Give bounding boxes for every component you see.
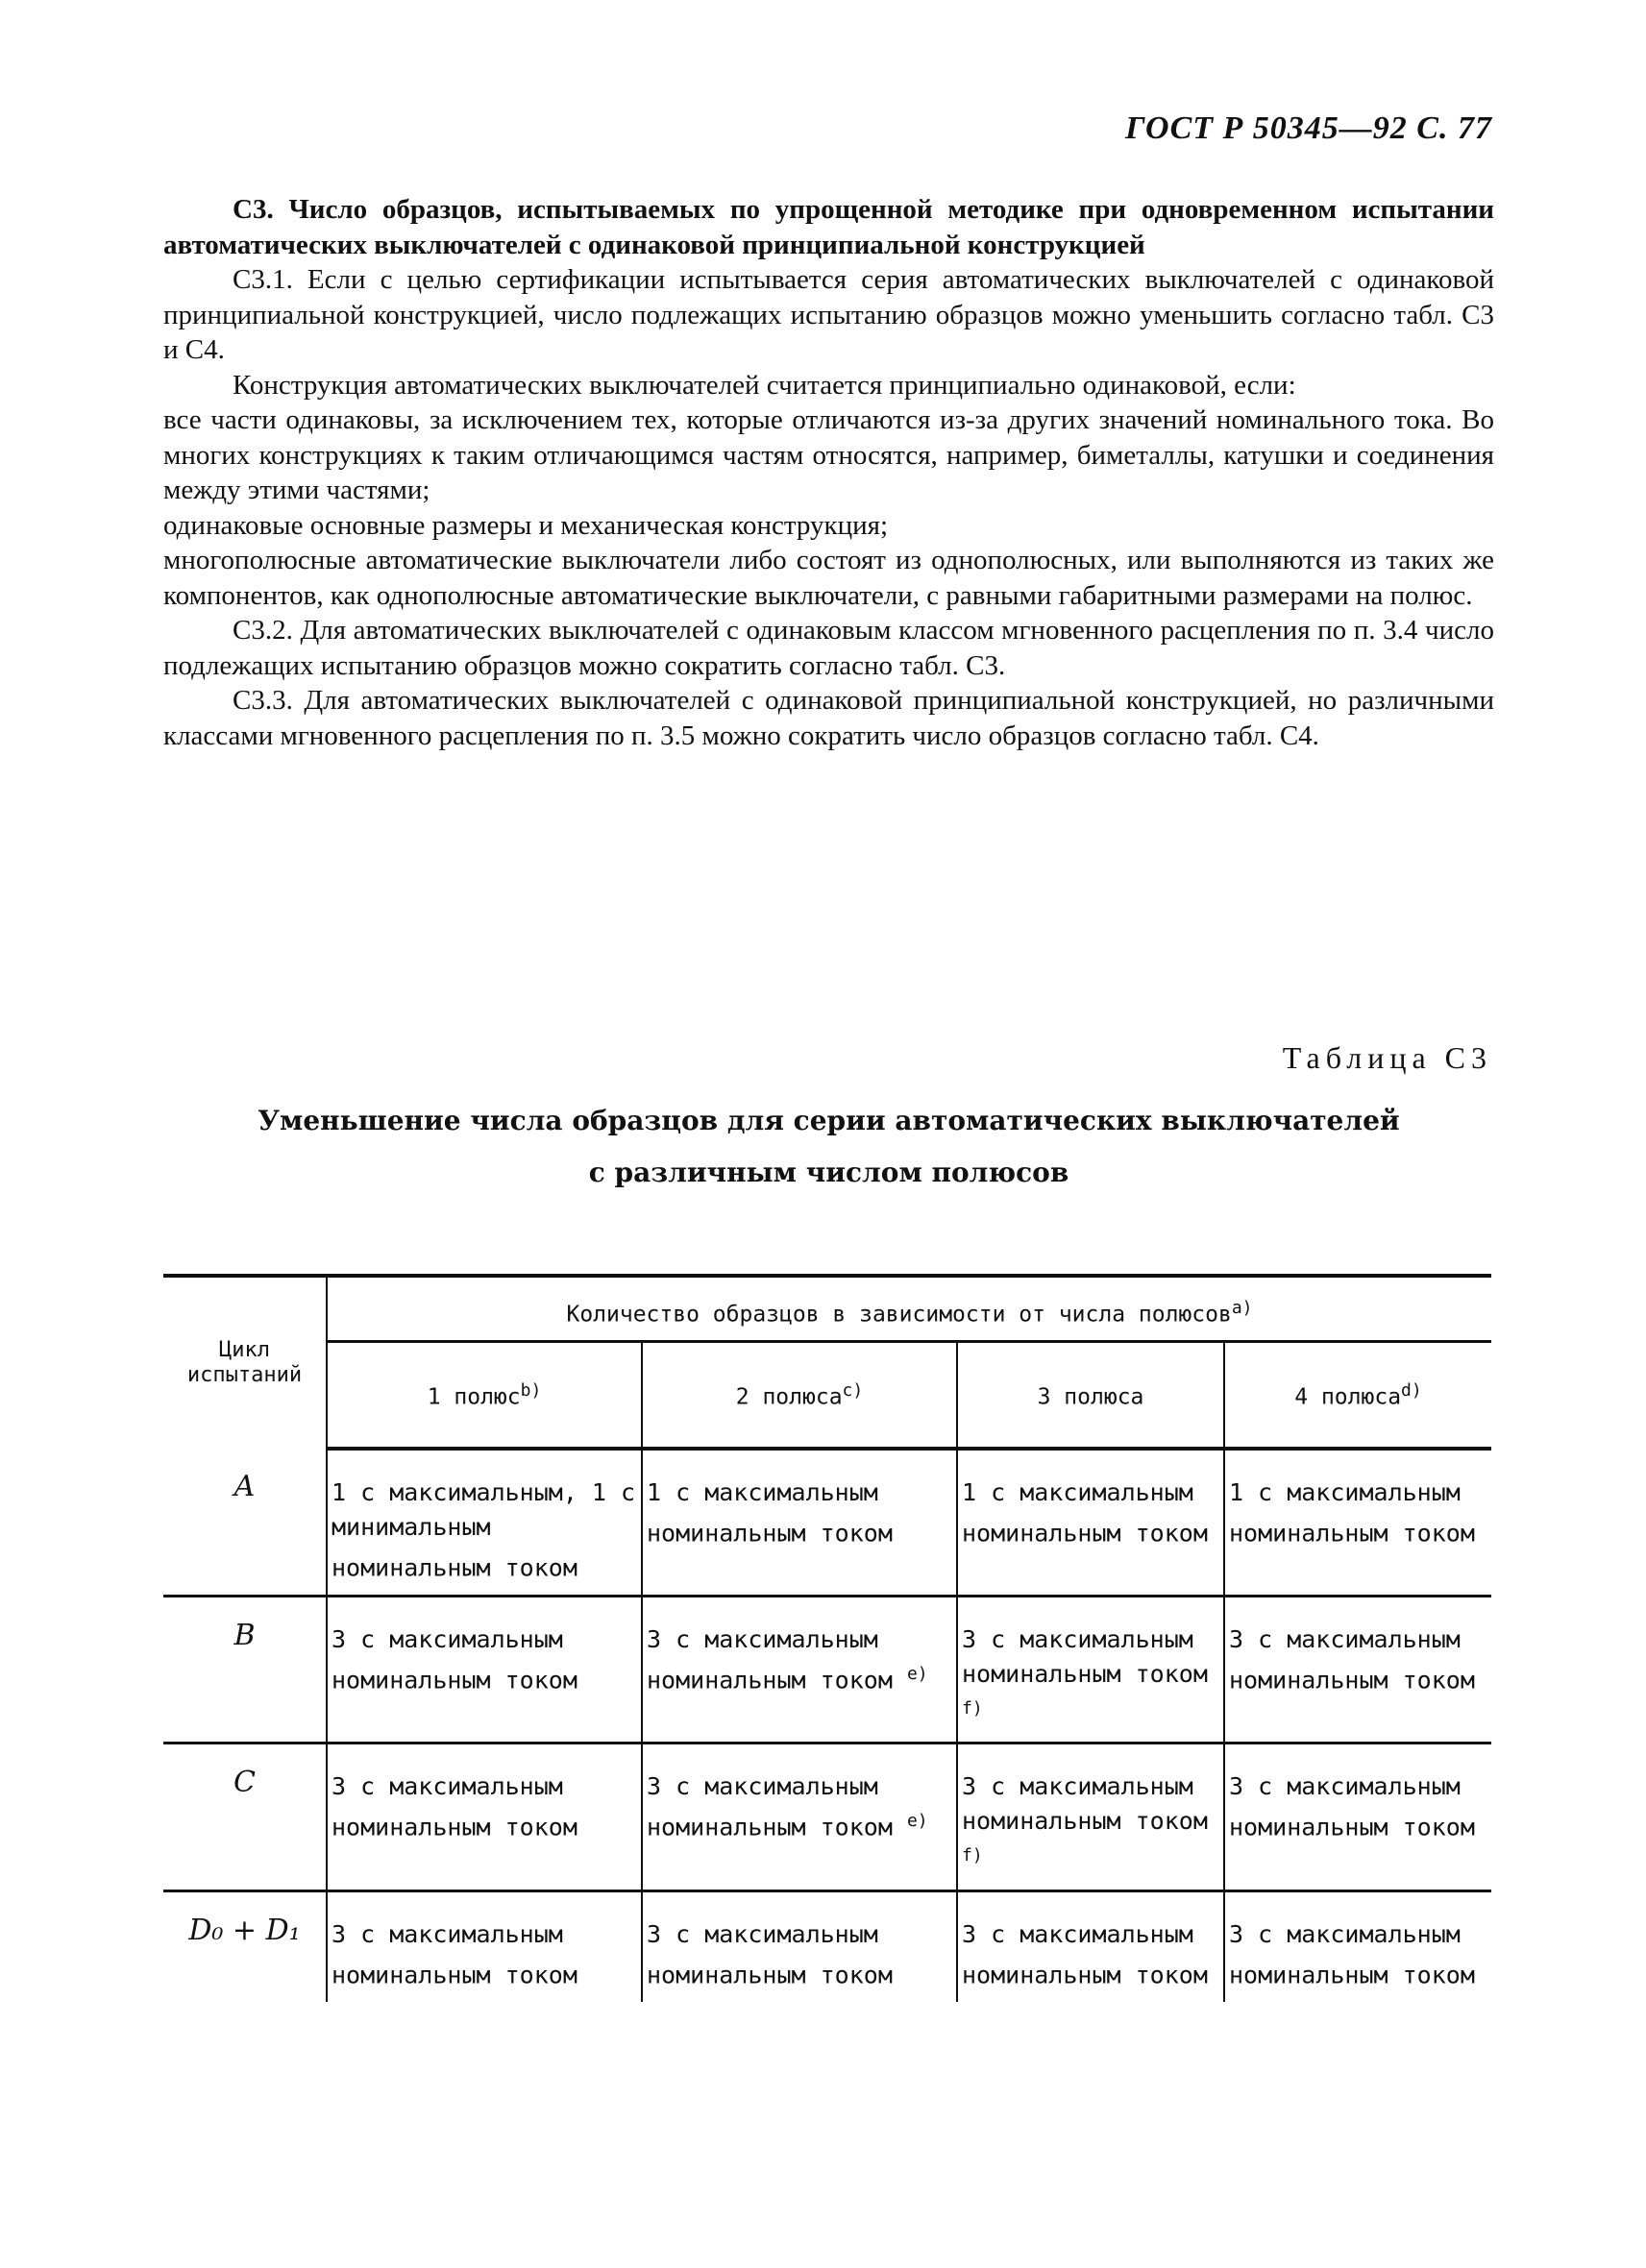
count-cell	[327, 1890, 642, 2002]
cycle-cell: D₀ + D₁	[188, 1913, 301, 1947]
cell-text: 3 с максимальным номинальным током	[962, 1919, 1208, 1988]
cell-text: 3 с максимальным номинальным током	[1229, 1919, 1475, 1988]
paragraph-c3-1: С3.1. Если с целью сертификации испытывается серия автоматических выключателей с одинаковой принципиальной конструкцией, число подлежащих испытанию образцов можно уменьшить согласно табл. С3 и С4.	[163, 264, 1494, 365]
column-label: 3 полюса	[1037, 1384, 1144, 1410]
paragraph-multipole: многополюсные автоматические выключатели либо состоят из однополюсных, или выполняются из таких же компонентов, как однополюсные автоматические выключатели, с равными габаритными размерами на полюс.	[163, 545, 1494, 611]
count-cell	[957, 1596, 1224, 1743]
count-cell	[642, 1596, 957, 1743]
cell-text: 3 с максимальным номинальным током	[1229, 1772, 1475, 1841]
page-header: ГОСТ Р 50345—92 С. 77	[1124, 110, 1492, 146]
count-cell	[642, 1890, 957, 2002]
table-title-line2: с различным числом полюсов	[588, 1157, 1069, 1188]
count-cell	[327, 1744, 642, 1890]
table-row	[163, 1744, 1491, 1890]
column-label: 1 полюс	[427, 1384, 521, 1410]
cell-text: 3 с максимальным номинальным током	[332, 1919, 577, 1988]
cell-text: 3 с максимальным номинальным током	[647, 1624, 893, 1695]
cell-text: 3 с максимальным номинальным током	[332, 1624, 577, 1695]
column-label: 4 полюса	[1294, 1384, 1402, 1410]
count-cell	[957, 1449, 1224, 1597]
cell-text: 1 с максимальным номинальным током	[1229, 1477, 1475, 1547]
cycle-cell: B	[163, 1596, 327, 1743]
cycle-cell: A	[163, 1449, 327, 1597]
cell-note: e)	[906, 1811, 928, 1832]
cell-text: 3 с максимальным номинальным током	[962, 1772, 1208, 1836]
count-cell	[1224, 1596, 1491, 1743]
count-cell	[1224, 1744, 1491, 1890]
table-title-line1: Уменьшение числа образцов для серии автоматических выключателей	[258, 1105, 1400, 1136]
table-row	[163, 1890, 1491, 2002]
header-column	[957, 1341, 1224, 1449]
table-row	[163, 1596, 1491, 1743]
table-label: Таблица С3	[1282, 1040, 1492, 1075]
table-title	[163, 1095, 1494, 1199]
header-group-label: Количество образцов в зависимости от числа полюсов	[566, 1302, 1232, 1328]
count-cell	[1224, 1890, 1491, 2002]
count-cell	[642, 1449, 957, 1597]
cell-text: 3 с максимальным номинальным током	[962, 1624, 1208, 1688]
count-cell	[642, 1744, 957, 1890]
paragraph-parts: все части одинаковы, за исключением тех, которые отличаются из-за других значений номинального тока. Во многих конструкциях к таким отличающимся частям относятся, например, биметаллы, катушки и соединения между этими частями;	[163, 404, 1494, 505]
paragraph-dimensions: одинаковые основные размеры и механическая конструкция;	[163, 509, 889, 541]
table-c3	[163, 1274, 1491, 2002]
cell-text: 3 с максимальным номинальным током	[647, 1919, 893, 1988]
table-row	[163, 1449, 1491, 1597]
header-group	[327, 1276, 1491, 1341]
cell-note: f)	[962, 1697, 983, 1719]
cell-text: 1 с максимальным номинальным током	[962, 1477, 1208, 1547]
count-cell	[1224, 1449, 1491, 1597]
column-note: c)	[842, 1380, 864, 1402]
column-note: b)	[520, 1380, 542, 1402]
cell-text: 3 с максимальным номинальным током	[332, 1772, 577, 1841]
section-c3-title: С3. Число образцов, испытываемых по упрощенной методике при одновременном испытании автоматических выключателей с одинаковой принципиальной конструкцией	[163, 194, 1494, 260]
count-cell	[957, 1744, 1224, 1890]
cell-text: 3 с максимальным номинальным током	[647, 1772, 893, 1841]
column-note: d)	[1401, 1380, 1422, 1402]
paragraph-c3-3: С3.3. Для автоматических выключателей с одинаковой принципиальной конструкцией, но различными классами мгновенного расцепления по п. 3.5 можно сократить число образцов согласно табл. С4.	[163, 685, 1494, 751]
cell-text: 3 с максимальным номинальным током	[1229, 1624, 1475, 1695]
cycle-cell: C	[163, 1744, 327, 1890]
body-text	[163, 192, 1494, 753]
cell-note: f)	[962, 1845, 983, 1866]
count-cell	[327, 1449, 642, 1597]
paragraph-c3-2: С3.2. Для автоматических выключателей с одинаковым классом мгновенного расцепления по п. 3.4 число подлежащих испытанию образцов можно сократить согласно табл. С3.	[163, 615, 1494, 681]
count-cell	[327, 1596, 642, 1743]
paragraph-construction: Конструкция автоматических выключателей считается принципиально одинаковой, если:	[233, 369, 1296, 401]
header-column	[642, 1341, 957, 1449]
column-label: 2 полюса	[735, 1384, 843, 1410]
header-column	[327, 1341, 642, 1449]
cell-text: 1 с максимальным номинальным током	[647, 1477, 893, 1547]
header-column	[1224, 1341, 1491, 1449]
cell-text: 1 с максимальным, 1 с минимальным номинальным током	[332, 1477, 636, 1581]
count-cell	[957, 1890, 1224, 2002]
header-cycle: Цикл испытаний	[163, 1276, 327, 1449]
header-group-note: a)	[1231, 1298, 1253, 1318]
cell-note: e)	[906, 1663, 928, 1684]
